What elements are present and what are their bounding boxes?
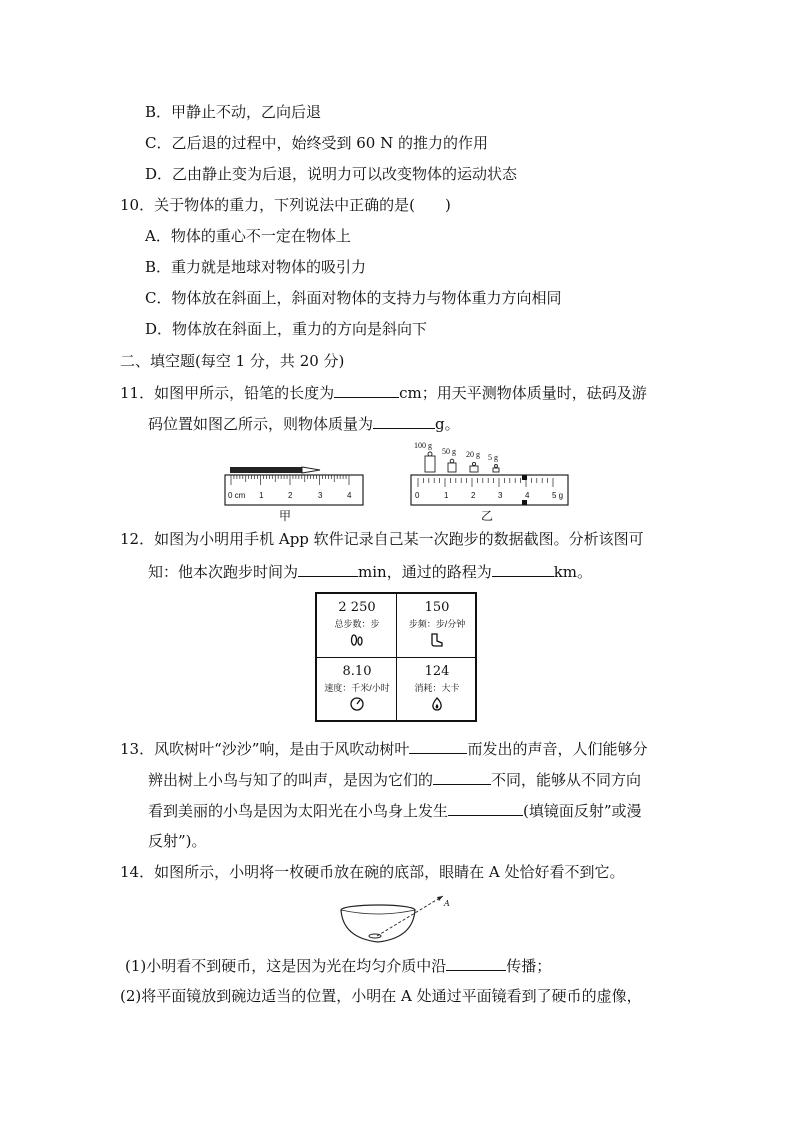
cell-calories bbox=[397, 658, 477, 722]
section-heading: 二、填空题(每空 1 分，共 20 分) bbox=[120, 352, 345, 370]
cell-label: 消耗：大卡 bbox=[414, 683, 460, 693]
q14-sub1 bbox=[125, 955, 551, 976]
cell-label: 速度：千米/小时 bbox=[324, 683, 390, 693]
q9-option-b: B．甲静止不动，乙向后退 bbox=[145, 103, 322, 121]
scale-label-0: 0 bbox=[415, 491, 420, 500]
pencil-body-icon bbox=[230, 467, 302, 473]
q12-blank-time[interactable] bbox=[298, 561, 358, 577]
q13-text-a: 13．风吹树叶“沙沙”响，是由于风吹动树叶 bbox=[120, 740, 410, 758]
cell-label: 总步数：步 bbox=[334, 619, 380, 629]
speedometer-icon bbox=[317, 697, 397, 714]
q10-option-c: C．物体放在斜面上，斜面对物体的支持力与物体重力方向相同 bbox=[145, 289, 562, 307]
q14-stem: 14．如图所示，小明将一枚硬币放在碗的底部，眼睛在 A 处恰好看不到它。 bbox=[120, 863, 625, 881]
q13-line1 bbox=[120, 738, 647, 759]
q11-text-b: cm；用天平测物体质量时，砝码及游 bbox=[399, 384, 647, 402]
weight-5g-icon bbox=[493, 468, 499, 472]
q9-option-d: D．乙由静止变为后退，说明力可以改变物体的运动状态 bbox=[145, 165, 518, 183]
scale-label-4: 4 bbox=[525, 491, 530, 500]
q11-text-a: 11．如图甲所示，铅笔的长度为 bbox=[120, 384, 335, 402]
q13-line3 bbox=[148, 800, 642, 821]
ruler-label-2: 2 bbox=[288, 491, 293, 500]
cell-value: 8.10 bbox=[342, 664, 372, 679]
q9-option-c: C．乙后退的过程中，始终受到 60 N 的推力的作用 bbox=[145, 134, 488, 152]
shoe-icon bbox=[397, 633, 477, 650]
q10-stem: 10．关于物体的重力，下列说法中正确的是( ) bbox=[120, 196, 451, 214]
cell-value: 2 250 bbox=[338, 600, 376, 615]
q11-text-c: 码位置如图乙所示，则物体质量为 bbox=[148, 415, 374, 433]
flame-icon bbox=[397, 697, 477, 714]
weight-label-50g: 50 g bbox=[442, 447, 456, 456]
ruler-label-0: 0 cm bbox=[228, 491, 246, 500]
q12-text-a: 知：他本次跑步时间为 bbox=[148, 563, 299, 581]
q13-text-b: 而发出的声音，人们能够分 bbox=[467, 740, 648, 758]
q13-text-f: (填镜面反射”或漫 bbox=[523, 802, 642, 820]
pencil-tip-icon bbox=[302, 467, 320, 473]
q12-text-c: km。 bbox=[553, 563, 593, 581]
scale-label-1: 1 bbox=[444, 491, 449, 500]
scale-label-2: 2 bbox=[471, 491, 476, 500]
q13-blank-vibration[interactable] bbox=[409, 738, 467, 754]
weight-label-20g: 20 g bbox=[466, 450, 480, 459]
ruler-pencil-figure bbox=[222, 462, 367, 508]
balance-scale-figure bbox=[408, 438, 573, 508]
weight-50g-icon bbox=[448, 463, 456, 472]
q13-text-c: 辨出树上小鸟与知了的叫声，是因为它们的 bbox=[148, 771, 434, 789]
q11-line1 bbox=[120, 382, 647, 403]
q13-text-e: 看到美丽的小鸟是因为太阳光在小鸟身上发生 bbox=[148, 802, 449, 820]
q13-text-d: 不同，能够从不同方向 bbox=[491, 771, 642, 789]
figure-caption-jia: 甲 bbox=[279, 509, 292, 523]
q14-blank-straight-line[interactable] bbox=[446, 955, 506, 971]
q13-line4: 反射”)。 bbox=[148, 832, 207, 850]
ruler-label-1: 1 bbox=[259, 491, 264, 500]
q12-line1: 12．如图为小明用手机 App 软件记录自己某一次跑步的数据截图。分析该图可 bbox=[120, 530, 644, 548]
q13-blank-reflection[interactable] bbox=[448, 800, 523, 816]
q11-blank-length[interactable] bbox=[334, 382, 399, 398]
cell-step-rate bbox=[397, 594, 477, 658]
cell-total-steps bbox=[317, 594, 397, 658]
bowl-coin-figure bbox=[335, 886, 465, 948]
q12-blank-distance[interactable] bbox=[492, 561, 554, 577]
q11-line2 bbox=[148, 413, 460, 434]
cell-value: 150 bbox=[424, 600, 450, 615]
ruler-label-4: 4 bbox=[347, 491, 352, 500]
q14-text-b: 传播； bbox=[506, 957, 552, 975]
q13-blank-timbre[interactable] bbox=[433, 769, 491, 785]
cell-speed bbox=[317, 658, 397, 722]
weight-label-5g: 5 g bbox=[488, 453, 498, 462]
q11-blank-mass[interactable] bbox=[373, 413, 435, 429]
q14-sub2: (2)将平面镜放到碗边适当的位置，小明在 A 处通过平面镜看到了硬币的虚像， bbox=[120, 987, 642, 1005]
scale-label-5: 5 g bbox=[552, 491, 564, 500]
footprint-icon bbox=[317, 633, 397, 650]
q12-line2 bbox=[148, 561, 592, 582]
q11-text-d: g。 bbox=[435, 415, 460, 433]
q10-option-a: A．物体的重心不一定在物体上 bbox=[145, 227, 351, 245]
q13-line2 bbox=[148, 769, 641, 790]
q10-option-b: B．重力就是地球对物体的吸引力 bbox=[145, 258, 367, 276]
cell-value: 124 bbox=[424, 664, 450, 679]
weight-100g-icon bbox=[425, 456, 435, 472]
point-a-label: A bbox=[444, 899, 450, 908]
cell-label: 步频：步/分钟 bbox=[408, 619, 466, 629]
weight-label-100g: 100 g bbox=[414, 441, 432, 450]
q14-text-a: (1)小明看不到硬币，这是因为光在均匀介质中沿 bbox=[125, 957, 447, 975]
q10-option-d: D．物体放在斜面上，重力的方向是斜向下 bbox=[145, 320, 428, 338]
rider-icon bbox=[522, 475, 527, 480]
weight-20g-icon bbox=[470, 466, 478, 472]
running-data-grid bbox=[315, 592, 477, 722]
q12-text-b: min，通过的路程为 bbox=[358, 563, 492, 581]
scale-label-3: 3 bbox=[498, 491, 503, 500]
figure-caption-yi: 乙 bbox=[481, 509, 494, 523]
ruler-label-3: 3 bbox=[318, 491, 323, 500]
